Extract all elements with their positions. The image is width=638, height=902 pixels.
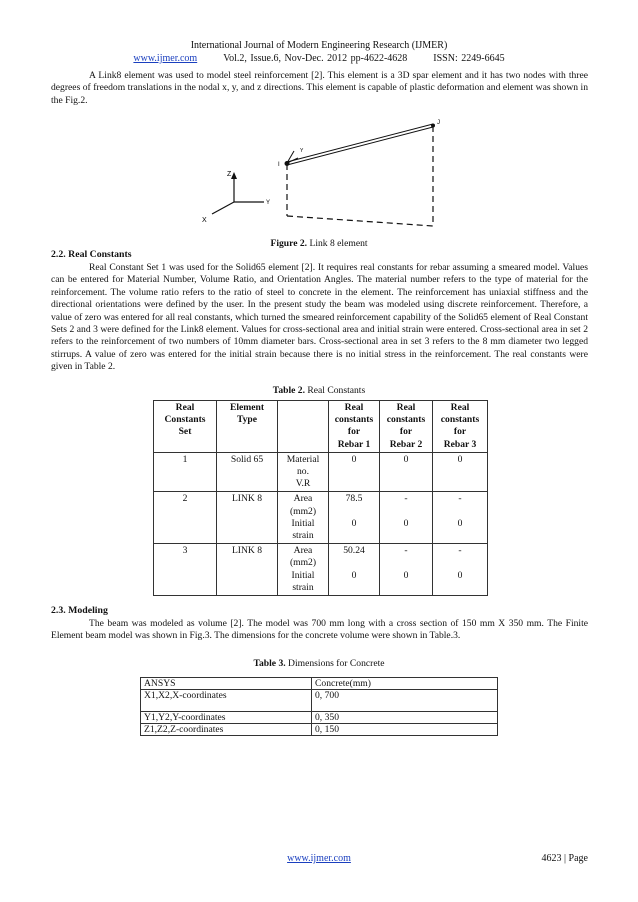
figure-2-caption: Figure 2. Link 8 element — [270, 238, 368, 249]
cell-type: LINK 8 — [217, 544, 278, 596]
local-y-label: Y — [300, 148, 304, 154]
cell-rebar-2: - 0 — [380, 492, 433, 544]
cell-set: 3 — [154, 544, 217, 596]
journal-site-link[interactable]: www.ijmer.com — [133, 53, 198, 64]
axis-label-y: Y — [266, 200, 271, 206]
cell-rebar-2: 0 — [380, 452, 433, 492]
cell-value: 0, 350 — [312, 712, 498, 724]
table-row — [154, 452, 488, 492]
dashed-projection-lines — [287, 126, 433, 226]
figure-2-axes — [212, 176, 264, 214]
cell-value: 0, 150 — [312, 724, 498, 736]
th-rebar-1: Real constants for Rebar 1 — [329, 401, 380, 453]
node-label-j: J — [437, 120, 440, 126]
table-row — [141, 712, 498, 724]
node-j-marker — [431, 124, 435, 128]
cell-value: 0, 700 — [312, 690, 498, 712]
cell-rebar-3: - 0 — [433, 544, 488, 596]
cell-rebar-1: 0 — [329, 452, 380, 492]
link-element-bar — [287, 124, 433, 165]
table-row — [141, 678, 498, 690]
table-2-caption: Table 2. Real Constants — [272, 385, 366, 396]
section-2-2-paragraph: Real Constant Set 1 was used for the Solid65 element [2]. It requires real constants for rebar assuming a smeared model. Values can be entered for Material Number, Volume Ratio, and Orientation Angles. The material number refers to the type of material for the reinforcement. The volume ratio refers to the ratio of steel to concrete in the element. The reinforcement has uniaxial stiffness and the directional orientations were defined by the user. In the present study the beam was modeled using discrete reinforcement. Therefore, a value of zero was entered for all real constants, which turned the smeared reinforcement capability of the Solid65 element of Real Constant Sets 2 and 3 were defined for the Link8 element. Values for cross-sectional area and initial strain were entered. Cross-sectional area in set 2 refers to the reinforcement of two numbers of 10mm diameter bars. Cross-sectional area in set 3 refers to the 8 mm diameter two legged stirrups. A value of zero was entered for the initial strain because there is no initial stress in the reinforcement. The real constants were given in Table 2. — [51, 262, 588, 373]
th-real-constants-set: Real Constants Set — [154, 401, 217, 453]
th-rebar-3: Real constants for Rebar 3 — [433, 401, 488, 453]
cell-label: Z1,Z2,Z-coordinates — [141, 724, 312, 736]
journal-volume: Vol.2, Issue.6, Nov-Dec. 2012 pp-4622-4628 — [223, 53, 408, 64]
figure-2-link8-diagram — [190, 114, 450, 236]
journal-issn: ISSN: 2249-6645 — [433, 53, 505, 64]
z-axis-arrowhead — [231, 172, 237, 179]
th-element-type: Element Type — [217, 401, 278, 453]
footer-page-number: 4623 | Page — [541, 853, 588, 864]
cell-rebar-3: - 0 — [433, 492, 488, 544]
table-2-header-row — [154, 401, 488, 453]
cell-label: Y1,Y2,Y-coordinates — [141, 712, 312, 724]
cell-rebar-3: 0 — [433, 452, 488, 492]
journal-title: International Journal of Modern Engineering Research (IJMER) — [190, 40, 448, 51]
axis-label-x: X — [202, 217, 207, 224]
cell-rebar-2: - 0 — [380, 544, 433, 596]
cell-set: 1 — [154, 452, 217, 492]
table-row — [154, 544, 488, 596]
table-row — [141, 690, 498, 712]
cell-rebar-1: 50.24 0 — [329, 544, 380, 596]
th-parameter — [278, 401, 329, 453]
cell-param: Material no. V.R — [278, 452, 329, 492]
table-row — [154, 492, 488, 544]
intro-paragraph: A Link8 element was used to model steel reinforcement [2]. This element is a 3D spar element and it has two nodes with three degrees of freedom translations in the nodal x, y, and z directions. This element is capable of plastic deformation and element was shown in the Fig.2. — [51, 70, 588, 106]
node-label-i: I — [278, 162, 280, 168]
journal-info-line — [0, 53, 638, 64]
section-2-3-heading: 2.3. Modeling — [51, 605, 108, 616]
section-2-2-heading: 2.2. Real Constants — [51, 249, 132, 260]
cell-type: Solid 65 — [217, 452, 278, 492]
th-rebar-2: Real constants for Rebar 2 — [380, 401, 433, 453]
cell-label: X1,X2,X-coordinates — [141, 690, 312, 712]
section-2-3-paragraph: The beam was modeled as volume [2]. The model was 700 mm long with a cross section of 150 mm X 350 mm. The Finite Element beam model was shown in Fig.3. The dimensions for the concrete volume were shown in Table.3. — [51, 618, 588, 642]
cell-set: 2 — [154, 492, 217, 544]
cell-type: LINK 8 — [217, 492, 278, 544]
cell-param: Area (mm2) Initial strain — [278, 544, 329, 596]
cell-value: Concrete(mm) — [312, 678, 498, 690]
table-2-real-constants — [153, 400, 488, 596]
cell-rebar-1: 78.5 0 — [329, 492, 380, 544]
table-row — [141, 724, 498, 736]
cell-param: Area (mm2) Initial strain — [278, 492, 329, 544]
table-3-concrete-dimensions — [140, 677, 498, 736]
axis-label-z: Z — [227, 171, 232, 178]
table-3-caption: Table 3. Dimensions for Concrete — [253, 658, 385, 669]
footer-site-link[interactable]: www.ijmer.com — [287, 853, 351, 864]
cell-label: ANSYS — [141, 678, 312, 690]
